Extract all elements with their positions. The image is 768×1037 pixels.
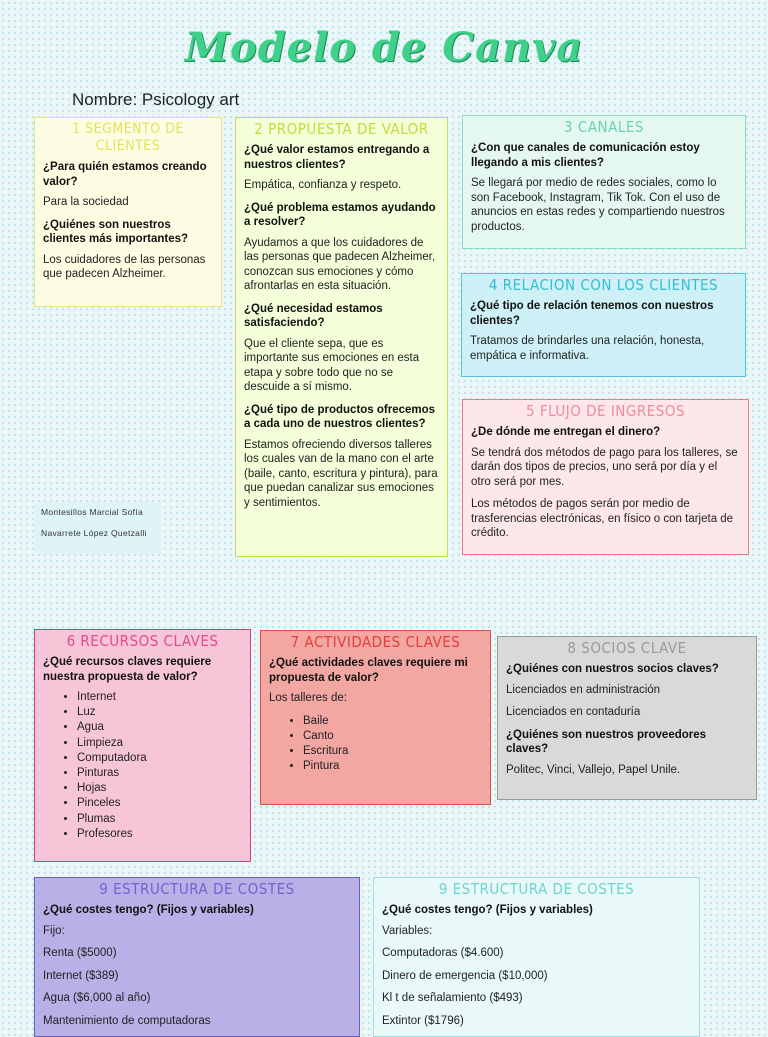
list-item: • Hojas [77,781,242,796]
cost-line: Mantenimiento de computadoras [43,1014,211,1027]
list-item: • Luz [77,705,242,720]
list-item: • Escritura [303,744,482,759]
author-name: Montesillos Marcial Sofía [41,507,143,517]
answer: Se llegará por medio de redes sociales, como lo son Facebook, Instagram, Tik Tok. Con el uso de anuncios en estas redes y compartiendo nuestros productos. [471,177,725,233]
question: ¿Quiénes son nuestros proveedores claves? [506,728,707,755]
answer: Licenciados en contaduría [506,706,641,718]
answer: Empática, confianza y respeto. [244,179,402,191]
card-title: 5 FLUJO DE INGRESOS [525,402,686,420]
list-item: • Limpieza [77,736,242,751]
cost-line: Internet ($389) [43,969,119,982]
question: ¿Qué tipo de productos ofrecemos a cada uno de nuestros clientes? [244,403,436,430]
question: ¿Qué tipo de relación tenemos con nuestros clientes? [470,300,714,327]
card-title: 8 SOCIOS CLAVE [567,639,687,657]
cost-line: Extintor ($1796) [382,1014,464,1027]
card-actividades-claves [260,630,491,805]
list-item: • Pinceles [77,796,242,811]
card-canales [462,115,746,249]
card-socios-clave [497,636,757,800]
list-item: • Plumas [77,812,242,827]
list-item: • Baile [303,714,482,729]
card-estructura-costes-variables [373,877,700,1037]
cost-line: Computadoras ($4.600) [382,947,504,959]
question: ¿Con que canales de comunicación estoy llegando a mis clientes? [471,142,700,169]
card-title: 9 ESTRUCTURA DE COSTES [99,880,295,898]
author-name: Navarrete López Quetzalli [41,528,147,538]
list-item: • Agua [77,720,242,735]
card-title: 3 CANALES [564,118,644,136]
answer: Los métodos de pagos serán por medio de trasferencias electrónicas, en físico o con tarjeta de crédito. [471,498,734,539]
question: ¿Qué actividades claves requiere mi propuesta de valor? [269,657,468,684]
answer: Politec, Vinci, Vallejo, Papel Unile. [506,763,681,776]
answer: Los talleres de: [269,692,347,704]
question: ¿Qué costes tengo? (Fijos y variables) [382,904,593,916]
cost-line: Renta ($5000) [43,947,117,959]
cost-line: Variables: [382,924,433,937]
answer: Se tendrá dos métodos de pago para los talleres, se darán dos tipos de precios, uno será por día y el otro será por mes. [471,446,738,488]
list-item: • Canto [303,729,482,744]
card-title: 2 PROPUESTA DE VALOR [254,120,429,138]
card-title: 7 ACTIVIDADES CLAVES [290,633,461,651]
answer: Los cuidadores de las personas que padecen Alzheimer. [43,253,206,280]
list-item: • Pinturas [77,766,242,781]
cost-line: Kl t de señalamiento ($493) [382,992,523,1004]
card-recursos-claves [34,629,251,862]
answer: Para la sociedad [43,196,129,208]
card-title: 6 RECURSOS CLAVES [66,632,219,650]
question: ¿Quiénes son nuestros clientes más importantes? [43,218,189,245]
question: ¿Quiénes con nuestros socios claves? [506,663,719,675]
card-estructura-costes-fijos [34,877,360,1037]
resource-list [43,690,242,842]
page-title: Modelo de Canva [184,24,584,71]
card-title: 1 SEGMENTO DE CLIENTES [72,121,184,154]
answer: Licenciados en administración [506,683,661,696]
authors-box [35,502,161,554]
card-propuesta-valor [235,117,448,557]
question: ¿Qué valor estamos entregando a nuestros clientes? [244,144,430,171]
question: ¿Qué problema estamos ayudando a resolver? [244,201,436,228]
question: ¿Qué necesidad estamos satisfaciendo? [244,302,383,329]
list-item: • Pintura [303,759,482,774]
card-title: 9 ESTRUCTURA DE COSTES [438,880,635,898]
list-item: • Profesores [77,827,242,842]
list-item: • Internet [77,690,242,705]
activity-list [269,714,482,775]
cost-line: Dinero de emergencia ($10,000) [382,969,548,982]
answer: Que el cliente sepa, que es importante sus emociones en esta etapa y sobre todo que no se descuide a sí mismo. [244,337,420,393]
card-flujo-ingresos [462,399,749,555]
answer: Tratamos de brindarles una relación, honesta, empática e informativa. [470,335,705,362]
cost-line: Agua ($6,000 al año) [43,992,151,1004]
cost-line: Fijo: [43,924,65,937]
question: ¿De dónde me entregan el dinero? [471,426,661,438]
question: ¿Qué recursos claves requiere nuestra propuesta de valor? [43,656,212,683]
answer: Estamos ofreciendo diversos talleres los cuales van de la mano con el arte (baile, canto, escritura y pintura), para que puedan canalizar sus emociones y sentimientos. [244,438,438,509]
card-title: 4 RELACION CON LOS CLIENTES [488,276,719,294]
question: ¿Qué costes tengo? (Fijos y variables) [43,904,254,916]
answer: Ayudamos a que los cuidadores de las personas que padecen Alzheimer, conozcan sus emociones y cómo afrontarlas en esta situación. [244,236,436,292]
list-item: • Computadora [77,751,242,766]
card-relacion-clientes [461,273,746,377]
question: ¿Para quién estamos creando valor? [43,161,207,188]
project-name: Nombre: Psicology art [72,90,240,109]
card-segmento-clientes [34,117,222,307]
